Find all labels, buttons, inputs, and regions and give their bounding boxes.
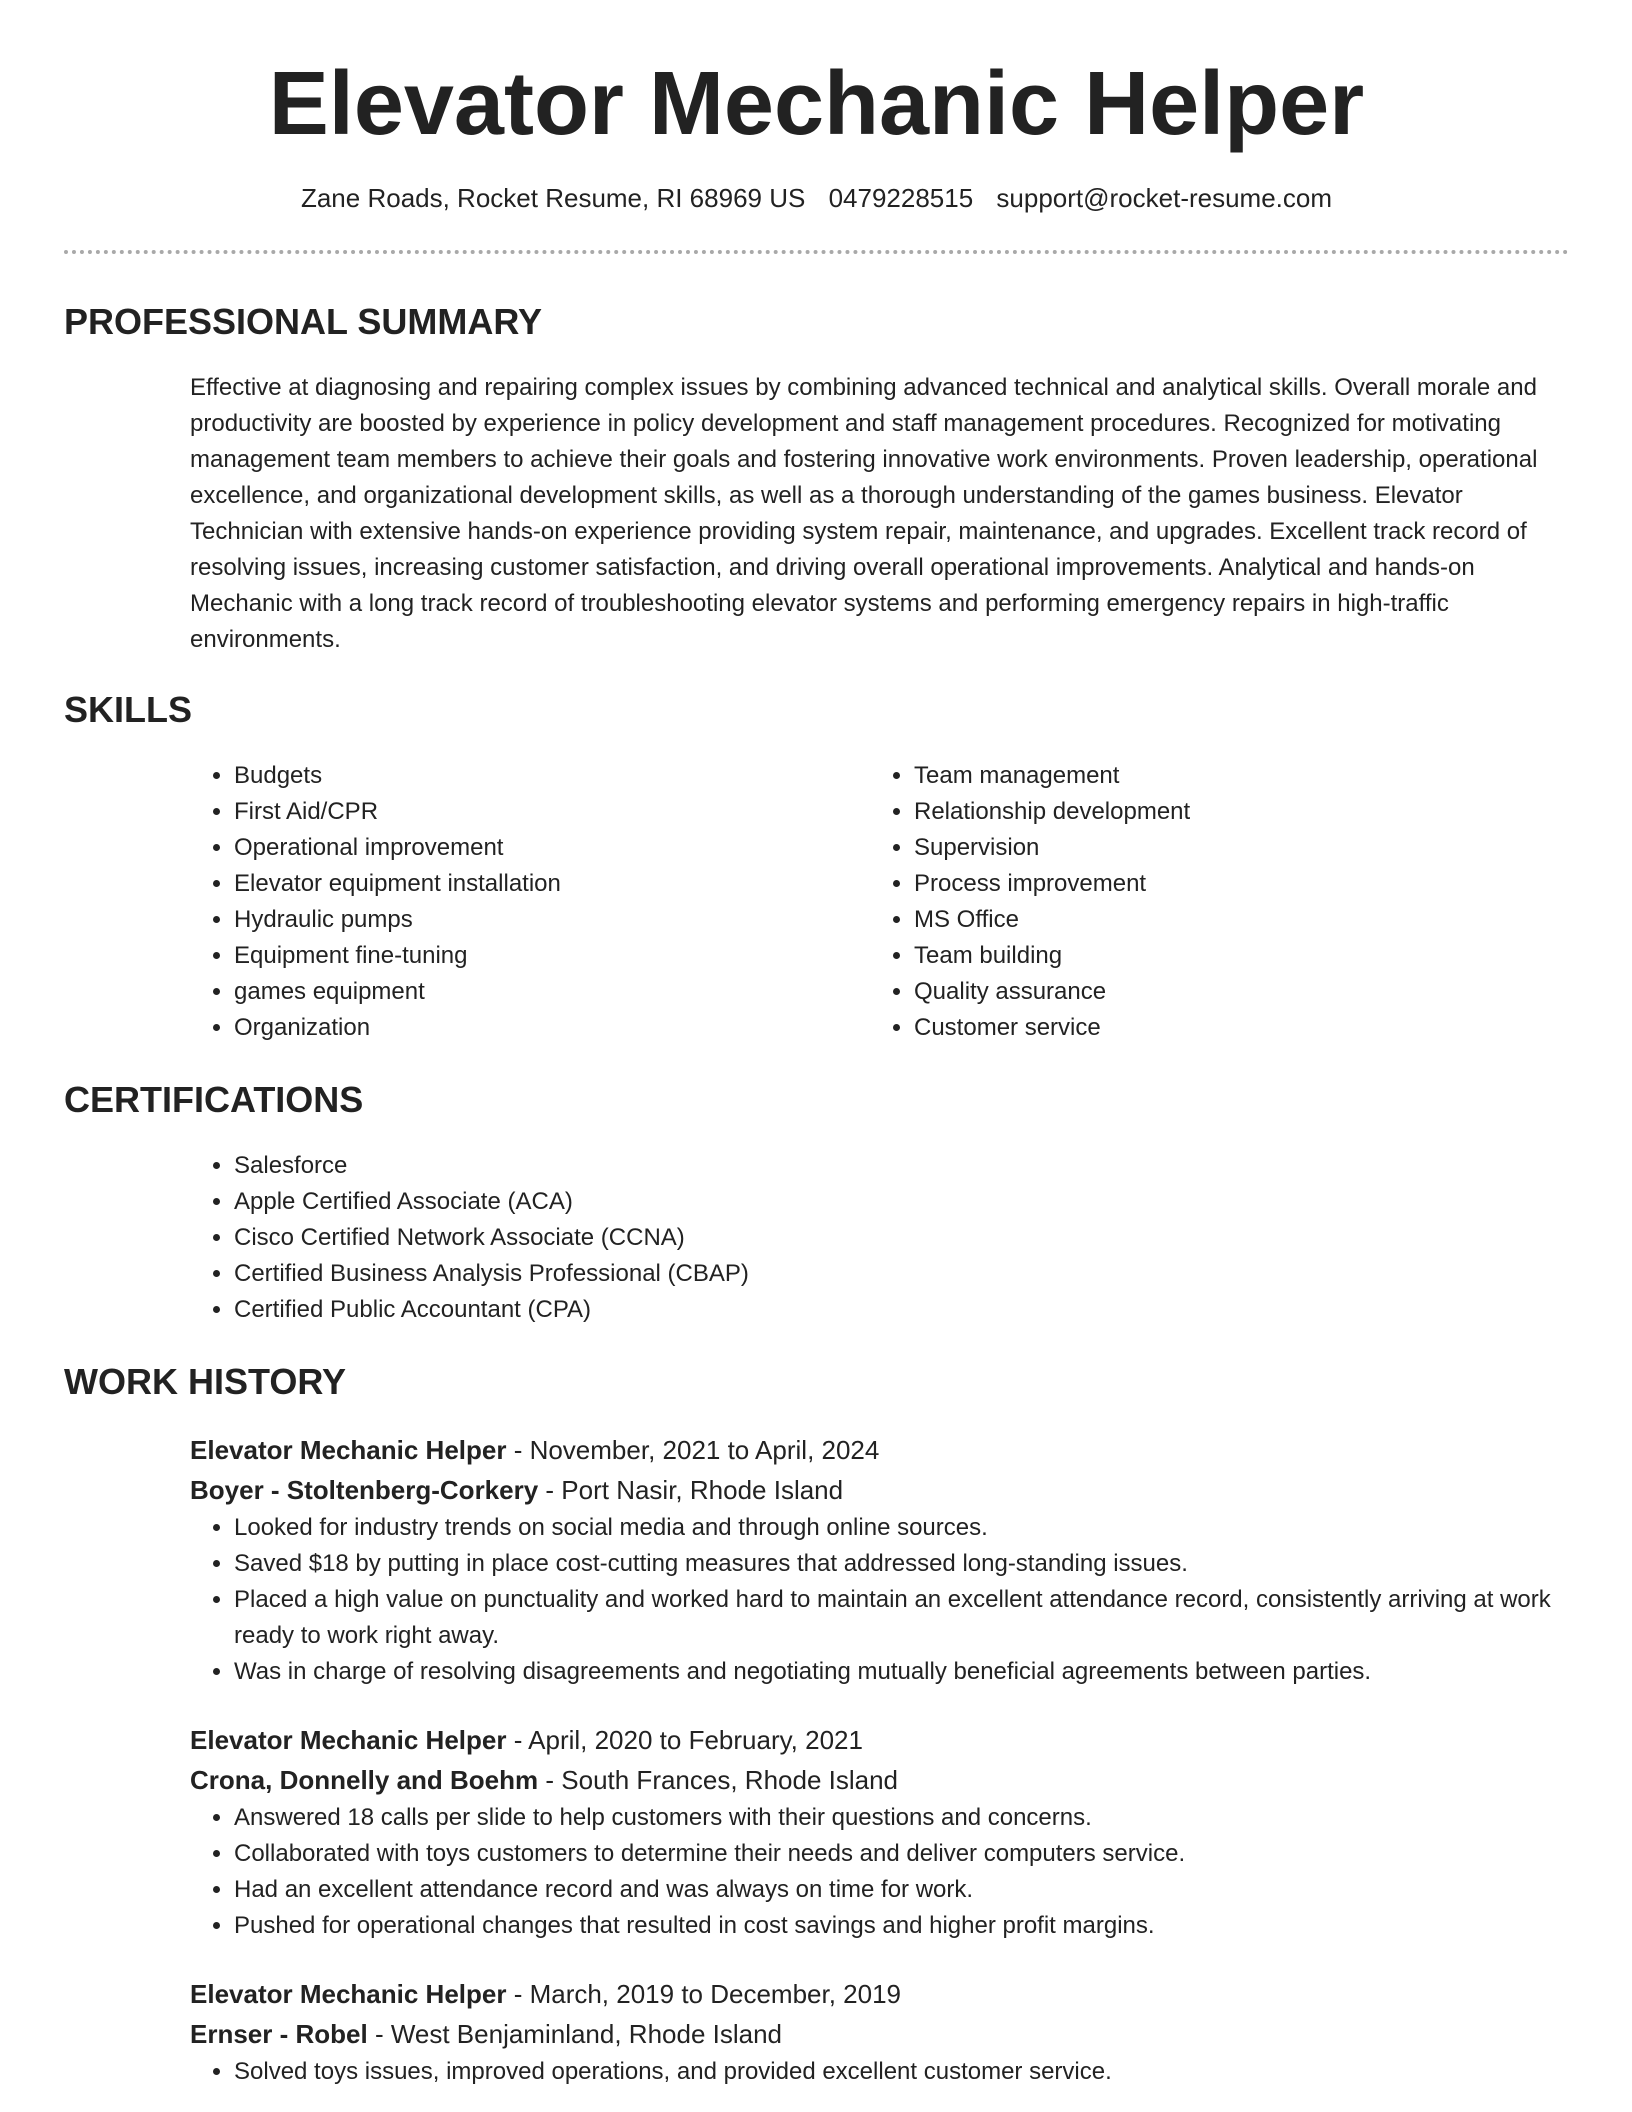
skill-item: • games equipment: [234, 974, 870, 1010]
skills-list-right: [870, 758, 1550, 1046]
certification-item: • Salesforce: [234, 1148, 1569, 1184]
job-bullet-list: [190, 1800, 1569, 1944]
job-dates: - March, 2019 to December, 2019: [506, 1979, 902, 2009]
contact-email: support@rocket-resume.com: [996, 183, 1333, 213]
job-bullet: • Looked for industry trends on social media and through online sources.: [234, 1510, 1569, 1546]
skill-item: • Process improvement: [914, 866, 1550, 902]
job-role: Elevator Mechanic Helper: [190, 1979, 507, 2009]
job-entry: [190, 1430, 1569, 1690]
job-entry: [190, 1974, 1569, 2090]
job-company: Boyer - Stoltenberg-Corkery: [190, 1475, 539, 1505]
job-company-line: [190, 1760, 1569, 1800]
skill-item: • Relationship development: [914, 794, 1550, 830]
job-entry: [190, 1720, 1569, 1944]
skills-column-right: [870, 758, 1550, 1046]
job-bullet: • Pushed for operational changes that resulted in cost savings and higher profit margins.: [234, 1908, 1569, 1944]
resume-name: Elevator Mechanic Helper: [268, 54, 1365, 154]
contact-address: Zane Roads, Rocket Resume, RI 68969 US: [300, 183, 806, 213]
skill-item: • Supervision: [914, 830, 1550, 866]
job-bullet: • Had an excellent attendance record and was always on time for work.: [234, 1872, 1569, 1908]
skill-item: • Team management: [914, 758, 1550, 794]
certification-item: • Apple Certified Associate (ACA): [234, 1184, 1569, 1220]
job-company: Ernser - Robel: [190, 2019, 368, 2049]
header-divider: [64, 250, 1569, 254]
job-bullet: • Collaborated with toys customers to determine their needs and deliver computers service.: [234, 1836, 1569, 1872]
skill-item: • Quality assurance: [914, 974, 1550, 1010]
job-title-line: [190, 1430, 1569, 1470]
skill-item: • Team building: [914, 938, 1550, 974]
skills-heading: SKILLS: [64, 689, 193, 730]
contact-phone: 0479228515: [828, 183, 974, 213]
work-history-heading: WORK HISTORY: [64, 1361, 347, 1402]
job-bullet: • Placed a high value on punctuality and worked hard to maintain an excellent attendance record, consistently arriving at work ready to work right away.: [234, 1582, 1569, 1654]
skill-item: • Elevator equipment installation: [234, 866, 870, 902]
job-dates: - November, 2021 to April, 2024: [506, 1435, 880, 1465]
skills-columns: [190, 758, 1569, 1046]
job-title-line: [190, 1720, 1569, 1760]
job-company: Crona, Donnelly and Boehm: [190, 1765, 539, 1795]
summary-text: Effective at diagnosing and repairing complex issues by combining advanced technical and analytical skills. Overall morale and productivity are boosted by experience in policy development and staff management procedures. Recognized for motivating management team members to achieve their goals and fostering innovative work environments. Proven leadership, operational excellence, and organizational development skills, as well as a thorough understanding of the games business. Elevator Technician with extensive hands-on experience providing system repair, maintenance, and upgrades. Excellent track record of resolving issues, increasing customer satisfaction, and driving overall operational improvements. Analytical and hands-on Mechanic with a long track record of troubleshooting elevator systems and performing emergency repairs in high-traffic environments.: [190, 374, 1538, 653]
job-location: - West Benjaminland, Rhode Island: [367, 2019, 783, 2049]
job-bullet: • Was in charge of resolving disagreements and negotiating mutually beneficial agreements between parties.: [234, 1654, 1569, 1690]
certifications-block: [190, 1148, 1569, 1328]
certification-item: • Certified Business Analysis Professional (CBAP): [234, 1256, 1569, 1292]
job-bullet: • Saved $18 by putting in place cost-cutting measures that addressed long-standing issues.: [234, 1546, 1569, 1582]
job-role: Elevator Mechanic Helper: [190, 1725, 507, 1755]
skill-item: • Budgets: [234, 758, 870, 794]
job-bullet-list: [190, 2054, 1569, 2090]
job-bullet: • Answered 18 calls per slide to help customers with their questions and concerns.: [234, 1800, 1569, 1836]
job-role: Elevator Mechanic Helper: [190, 1435, 507, 1465]
job-title-line: [190, 1974, 1569, 2014]
skill-item: • Customer service: [914, 1010, 1550, 1046]
contact-line: [64, 180, 1569, 216]
job-location: - Port Nasir, Rhode Island: [538, 1475, 844, 1505]
job-location: - South Frances, Rhode Island: [538, 1765, 899, 1795]
job-dates: - April, 2020 to February, 2021: [506, 1725, 863, 1755]
summary-heading: PROFESSIONAL SUMMARY: [64, 301, 543, 342]
skill-item: • Organization: [234, 1010, 870, 1046]
skills-list-left: [190, 758, 870, 1046]
job-bullet: • Solved toys issues, improved operations, and provided excellent customer service.: [234, 2054, 1569, 2090]
skill-item: • First Aid/CPR: [234, 794, 870, 830]
skill-item: • Hydraulic pumps: [234, 902, 870, 938]
certifications-heading: CERTIFICATIONS: [64, 1079, 364, 1120]
job-company-line: [190, 2014, 1569, 2054]
skill-item: • Equipment fine-tuning: [234, 938, 870, 974]
job-company-line: [190, 1470, 1569, 1510]
certifications-list: [190, 1148, 1569, 1328]
skills-column-left: [190, 758, 870, 1046]
job-bullet-list: [190, 1510, 1569, 1690]
certification-item: • Cisco Certified Network Associate (CCNA): [234, 1220, 1569, 1256]
skill-item: • Operational improvement: [234, 830, 870, 866]
certification-item: • Certified Public Accountant (CPA): [234, 1292, 1569, 1328]
skill-item: • MS Office: [914, 902, 1550, 938]
